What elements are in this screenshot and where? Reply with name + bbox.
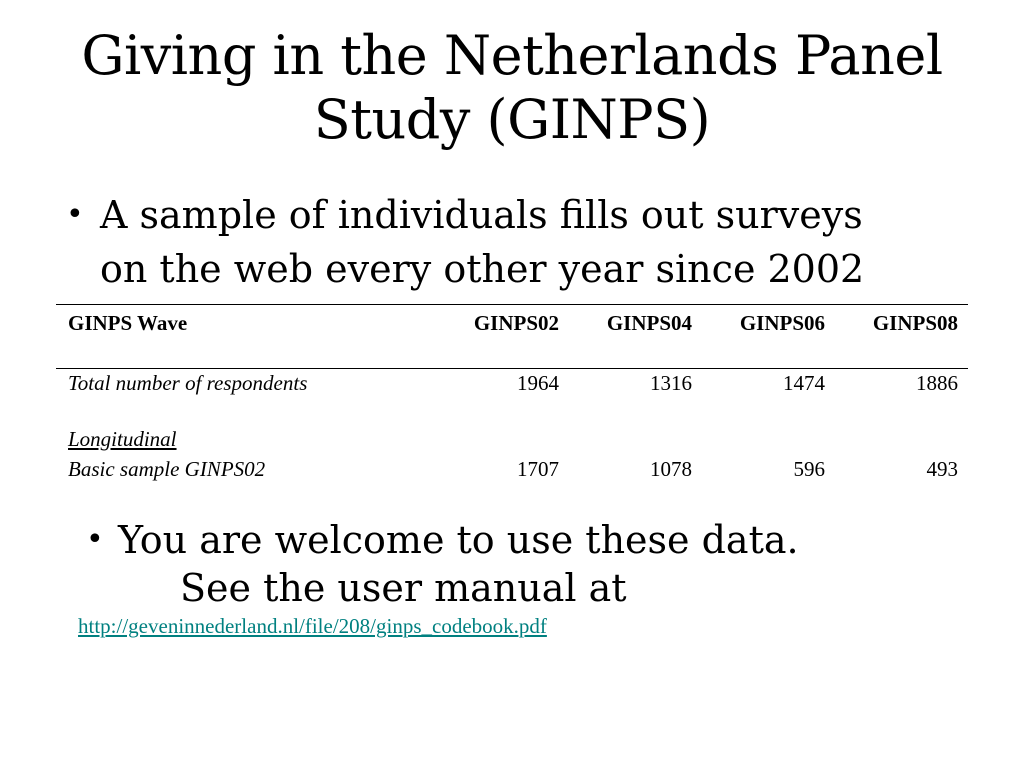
bullet2-line-1: You are welcome to use these data.: [118, 518, 799, 562]
header-ginps08: GINPS08: [835, 305, 968, 369]
title-line-1: Giving in the Netherlands Panel: [81, 24, 943, 87]
slide-title: [0, 24, 1024, 152]
cell-value: [569, 426, 702, 456]
cell-value: 1964: [517, 371, 559, 395]
header-ginps04: GINPS04: [569, 305, 702, 369]
bullet1-line-2: on the web every other year since 2002: [100, 247, 865, 291]
table-row-longitudinal: [56, 426, 968, 456]
cell-value: 1316: [650, 371, 692, 395]
bullet-marker: •: [86, 522, 104, 557]
header-ginps02: GINPS02: [436, 305, 569, 369]
table-row-basic-sample: [56, 456, 968, 488]
ginps-wave-table: [56, 304, 968, 488]
bullet-sample-description: [66, 188, 986, 296]
header-ginps06: GINPS06: [702, 305, 835, 369]
cell-value: 1707: [517, 457, 559, 481]
bullet-data-usage: [86, 516, 986, 612]
cell-value: [702, 426, 835, 456]
bullet1-line-1: A sample of individuals fills out surveys: [100, 193, 863, 237]
bullet-marker: •: [66, 197, 84, 232]
title-line-2: Study (GINPS): [313, 88, 711, 151]
table-header-row: [56, 305, 968, 369]
cell-value: 1078: [650, 457, 692, 481]
row-label: Basic sample GINPS02: [68, 457, 266, 481]
codebook-link[interactable]: http://geveninnederland.nl/file/208/ginps_codebook.pdf: [78, 614, 547, 638]
cell-value: [436, 426, 569, 456]
row-label-longitudinal: Longitudinal: [68, 427, 177, 451]
cell-value: [835, 426, 968, 456]
cell-value: 1886: [916, 371, 958, 395]
header-ginps-wave: GINPS Wave: [56, 305, 436, 369]
cell-value: 493: [926, 457, 958, 481]
bullet2-line-2: See the user manual at: [180, 566, 627, 610]
row-label: Total number of respondents: [68, 371, 308, 395]
cell-value: 1474: [783, 371, 825, 395]
ginps-table: [56, 304, 968, 488]
table-row-total-respondents: [56, 369, 968, 427]
cell-value: 596: [793, 457, 825, 481]
